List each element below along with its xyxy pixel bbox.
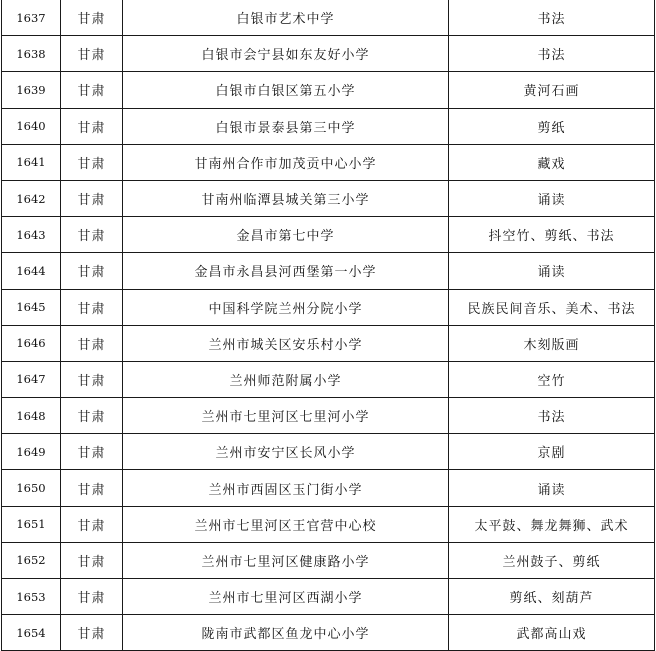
art-program-cell: 剪纸: [449, 108, 655, 144]
table-row: [2, 506, 655, 542]
province-cell: 甘肃: [61, 470, 123, 506]
table-row: [2, 0, 655, 36]
province-cell: 甘肃: [61, 325, 123, 361]
school-name-cell: 甘南州临潭县城关第三小学: [123, 180, 449, 216]
table-row: [2, 253, 655, 289]
province-cell: 甘肃: [61, 0, 123, 36]
school-name-cell: 兰州市七里河区七里河小学: [123, 398, 449, 434]
art-program-cell: 太平鼓、舞龙舞狮、武术: [449, 506, 655, 542]
row-number-cell: 1639: [2, 72, 61, 108]
school-name-cell: 兰州师范附属小学: [123, 361, 449, 397]
art-program-cell: 诵读: [449, 470, 655, 506]
row-number-cell: 1638: [2, 36, 61, 72]
table-row: [2, 144, 655, 180]
school-name-cell: 陇南市武都区鱼龙中心小学: [123, 615, 449, 651]
table-row: [2, 180, 655, 216]
row-number-cell: 1646: [2, 325, 61, 361]
art-program-cell: 木刻版画: [449, 325, 655, 361]
table-row: [2, 289, 655, 325]
table-row: [2, 398, 655, 434]
province-cell: 甘肃: [61, 434, 123, 470]
table-row: [2, 579, 655, 615]
school-name-cell: 白银市白银区第五小学: [123, 72, 449, 108]
row-number-cell: 1653: [2, 579, 61, 615]
table-row: [2, 108, 655, 144]
table-row: [2, 434, 655, 470]
row-number-cell: 1642: [2, 180, 61, 216]
province-cell: 甘肃: [61, 72, 123, 108]
school-name-cell: 金昌市第七中学: [123, 217, 449, 253]
row-number-cell: 1651: [2, 506, 61, 542]
row-number-cell: 1654: [2, 615, 61, 651]
school-name-cell: 兰州市七里河区王官营中心校: [123, 506, 449, 542]
art-program-cell: 书法: [449, 398, 655, 434]
province-cell: 甘肃: [61, 217, 123, 253]
table-row: [2, 542, 655, 578]
table-row: [2, 615, 655, 651]
art-program-cell: 藏戏: [449, 144, 655, 180]
art-program-cell: 黄河石画: [449, 72, 655, 108]
school-name-cell: 中国科学院兰州分院小学: [123, 289, 449, 325]
row-number-cell: 1652: [2, 542, 61, 578]
art-program-cell: 抖空竹、剪纸、书法: [449, 217, 655, 253]
school-name-cell: 金昌市永昌县河西堡第一小学: [123, 253, 449, 289]
school-name-cell: 白银市景泰县第三中学: [123, 108, 449, 144]
table-row: [2, 361, 655, 397]
row-number-cell: 1641: [2, 144, 61, 180]
row-number-cell: 1649: [2, 434, 61, 470]
table-body: [2, 0, 655, 651]
table-row: [2, 325, 655, 361]
row-number-cell: 1648: [2, 398, 61, 434]
school-name-cell: 兰州市七里河区西湖小学: [123, 579, 449, 615]
province-cell: 甘肃: [61, 289, 123, 325]
row-number-cell: 1640: [2, 108, 61, 144]
province-cell: 甘肃: [61, 180, 123, 216]
school-art-table: [1, 0, 655, 651]
province-cell: 甘肃: [61, 579, 123, 615]
table-row: [2, 217, 655, 253]
school-name-cell: 兰州市安宁区长风小学: [123, 434, 449, 470]
province-cell: 甘肃: [61, 542, 123, 578]
province-cell: 甘肃: [61, 615, 123, 651]
art-program-cell: 书法: [449, 36, 655, 72]
province-cell: 甘肃: [61, 506, 123, 542]
school-name-cell: 兰州市七里河区健康路小学: [123, 542, 449, 578]
school-name-cell: 白银市艺术中学: [123, 0, 449, 36]
row-number-cell: 1643: [2, 217, 61, 253]
province-cell: 甘肃: [61, 108, 123, 144]
art-program-cell: 空竹: [449, 361, 655, 397]
table-row: [2, 470, 655, 506]
row-number-cell: 1647: [2, 361, 61, 397]
province-cell: 甘肃: [61, 398, 123, 434]
art-program-cell: 兰州鼓子、剪纸: [449, 542, 655, 578]
art-program-cell: 剪纸、刻葫芦: [449, 579, 655, 615]
province-cell: 甘肃: [61, 253, 123, 289]
table-row: [2, 72, 655, 108]
school-name-cell: 兰州市西固区玉门街小学: [123, 470, 449, 506]
art-program-cell: 京剧: [449, 434, 655, 470]
province-cell: 甘肃: [61, 36, 123, 72]
school-name-cell: 兰州市城关区安乐村小学: [123, 325, 449, 361]
school-name-cell: 甘南州合作市加茂贡中心小学: [123, 144, 449, 180]
school-name-cell: 白银市会宁县如东友好小学: [123, 36, 449, 72]
province-cell: 甘肃: [61, 361, 123, 397]
art-program-cell: 书法: [449, 0, 655, 36]
art-program-cell: 民族民间音乐、美术、书法: [449, 289, 655, 325]
row-number-cell: 1644: [2, 253, 61, 289]
row-number-cell: 1645: [2, 289, 61, 325]
art-program-cell: 诵读: [449, 180, 655, 216]
art-program-cell: 诵读: [449, 253, 655, 289]
row-number-cell: 1650: [2, 470, 61, 506]
province-cell: 甘肃: [61, 144, 123, 180]
table-row: [2, 36, 655, 72]
art-program-cell: 武都高山戏: [449, 615, 655, 651]
row-number-cell: 1637: [2, 0, 61, 36]
